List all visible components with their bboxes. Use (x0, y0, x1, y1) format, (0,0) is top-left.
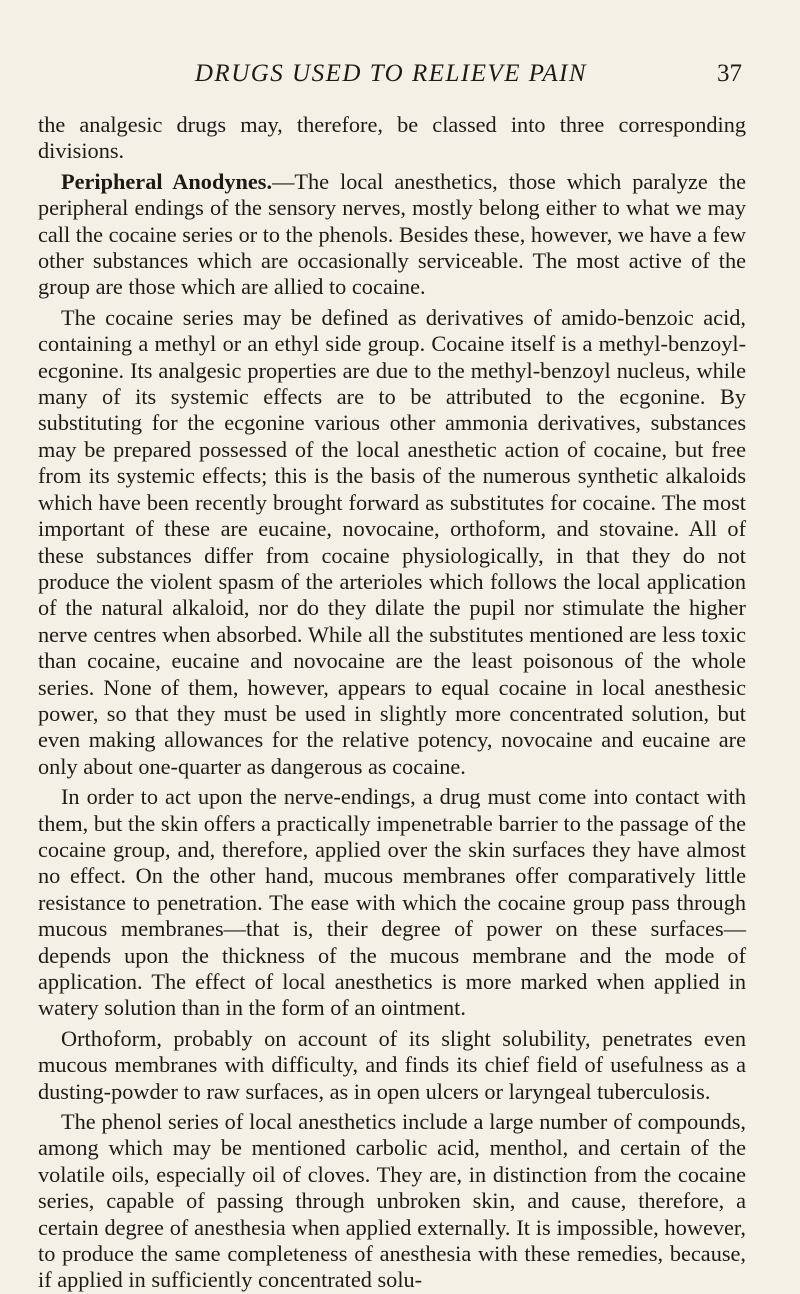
paragraph-text: In order to act upon the nerve-endings, a drug must come into contact with them, but the skin offers a practically impenetrable barrier to the passage of the cocaine group, and, therefore, applied over the skin surfaces they have almost no effect. On the other hand, mucous membranes offer comparatively little resistance to penetration. The ease with which the cocaine group pass through mucous membranes—that is, their degree of power on these surfaces—depends upon the thickness of the mucous membrane and the mode of application. The effect of local anesthetics is more marked when applied in watery solution than in the form of an ointment. (38, 784, 746, 1021)
body-text (38, 112, 746, 1294)
page-number: 37 (717, 60, 742, 87)
paragraph-orthoform (38, 1026, 746, 1105)
running-head: DRUGS USED TO RELIEVE PAIN (194, 60, 588, 87)
paragraph-text: The cocaine series may be defined as derivatives of amido-benzoic acid, containing a methyl or an ethyl side group. Cocaine itself is a methyl-benzoyl-ecgonine. Its analgesic properties are due to the methyl-benzoyl nucleus, while many of its systemic effects are to be attributed to the ecgonine. By substituting for the ecgonine various other ammonia derivatives, substances may be prepared possessed of the local anesthetic action of cocaine, but free from its systemic effects; this is the basis of the numerous synthetic alkaloids which have been recently brought forward as substitutes for cocaine. The most important of these are eucaine, novocaine, orthoform, and stovaine. All of these substances differ from cocaine physiologically, in that they do not produce the violent spasm of the arterioles which follows the local application of the natural alkaloid, nor do they dilate the pupil nor stimulate the higher nerve centres when absorbed. While all the substitutes mentioned are less toxic than cocaine, eucaine and novocaine are the least poisonous of the whole series. None of them, however, appears to equal cocaine in local anesthesic power, so that they must be used in slightly more concentrated solution, but even making allowances for the relative potency, novocaine and eucaine are only about one-quarter as dangerous as cocaine. (38, 304, 746, 779)
paragraph-text: Orthoform, probably on account of its slight solubility, penetrates even mucous membranes with difficulty, and finds its chief field of usefulness as a dusting-powder to raw surfaces, as in open ulcers or laryngeal tuberculosis. (38, 1025, 746, 1104)
page-header (40, 52, 742, 92)
paragraph-nerve-endings (38, 784, 746, 1022)
paragraph-text: The phenol series of local anesthetics include a large number of compounds, among which may be mentioned carbolic acid, menthol, and certain of the volatile oils, especially oil of cloves. They are, in distinction from the cocaine series, capable of passing through unbroken skin, and cause, therefore, a certain degree of anesthesia when applied externally. It is impossible, however, to produce the same completeness of anesthesia with these remedies, because, if applied in sufficiently concentrated solu- (38, 1109, 746, 1293)
paragraph-text: —The local anesthetics, those which paralyze the peripheral endings of the sensory nerves, mostly belong either to what we may call the cocaine series or to the phenols. Besides these, however, we have a few other substances which are occasionally serviceable. The most active of the group are those which are allied to cocaine. (38, 168, 747, 300)
section-run-in-heading: Peripheral Anodynes. (61, 168, 273, 194)
paragraph-phenol-series (38, 1109, 746, 1294)
paragraph-peripheral-anodynes (38, 169, 746, 301)
paragraph-text: the analgesic drugs may, therefore, be classed into three corresponding divisions. (38, 112, 746, 164)
paragraph-cocaine-series (38, 305, 746, 780)
paragraph-continuation (38, 112, 746, 165)
